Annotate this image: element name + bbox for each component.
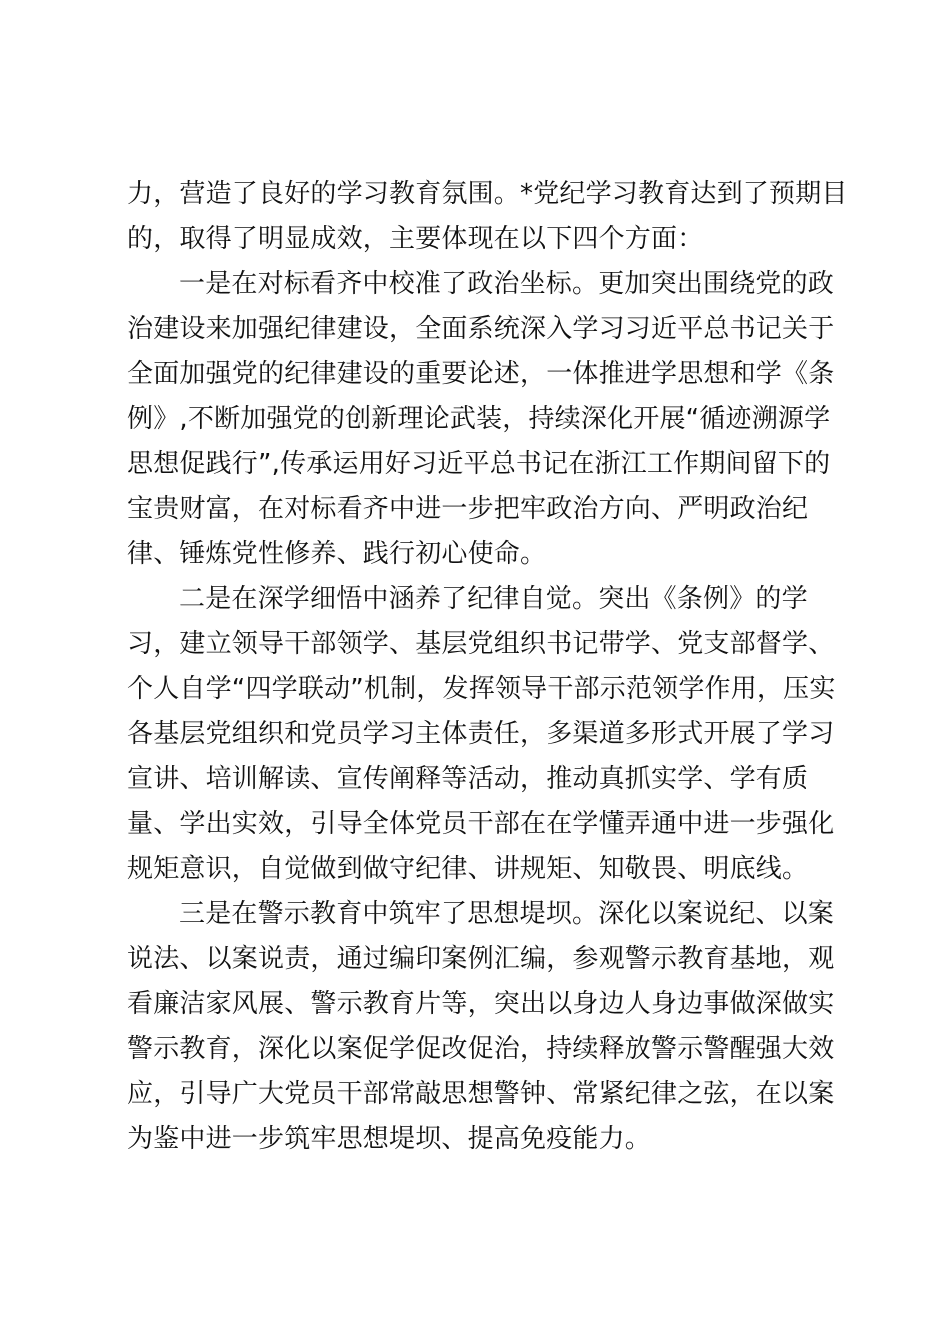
paragraph-point-two <box>127 577 836 892</box>
paragraph-point-three <box>127 892 835 1162</box>
document-body <box>127 172 848 1162</box>
text-line: 力，营造了良好的学习教育氛围。*党纪学习教育达到了预期目 <box>127 179 848 209</box>
text-line: 全面加强党的纪律建设的重要论述，一体推进学思想和学《条 <box>127 359 835 389</box>
text-line: 应，引导广大党员干部常敲思想警钟、常紧纪律之弦，在以案 <box>127 1079 835 1109</box>
text-line: 为鉴中进一步筑牢思想堤坝、提高免疫能力。 <box>127 1124 652 1154</box>
paragraph-point-one <box>127 262 835 577</box>
text-line: 量、学出实效，引导全体党员干部在在学懂弄通中进一步强化 <box>127 809 835 839</box>
text-line: 治建设来加强纪律建设，全面系统深入学习习近平总书记关于 <box>127 314 835 344</box>
text-line: 习，建立领导干部领学、基层党组织书记带学、党支部督学、 <box>127 629 835 659</box>
text-line: 一是在对标看齐中校准了政治坐标。更加突出围绕党的政 <box>179 269 835 299</box>
text-line: 宝贵财富，在对标看齐中进一步把牢政治方向、严明政治纪 <box>127 494 809 524</box>
text-line: 三是在警示教育中筑牢了思想堤坝。深化以案说纪、以案 <box>179 899 835 929</box>
paragraph-intro <box>127 172 848 262</box>
text-line: 警示教育，深化以案促学促改促治，持续释放警示警醒强大效 <box>127 1034 835 1064</box>
text-line: 宣讲、培训解读、宣传阐释等活动，推动真抓实学、学有质 <box>127 764 809 794</box>
text-line: 二是在深学细悟中涵养了纪律自觉。突出《条例》的学 <box>179 584 808 614</box>
text-line: 律、锤炼党性修养、践行初心使命。 <box>127 539 547 569</box>
text-line: 例》,不断加强党的创新理论武装，持续深化开展“循迹溯源学 <box>127 404 831 434</box>
text-line: 各基层党组织和党员学习主体责任，多渠道多形式开展了学习 <box>127 719 835 749</box>
text-line: 说法、以案说责，通过编印案例汇编，参观警示教育基地，观 <box>127 944 835 974</box>
text-line: 规矩意识，自觉做到做守纪律、讲规矩、知敬畏、明底线。 <box>127 854 809 884</box>
text-line: 思想促践行”,传承运用好习近平总书记在浙江工作期间留下的 <box>127 449 831 479</box>
text-line: 个人自学“四学联动”机制，发挥领导干部示范领学作用，压实 <box>127 674 836 704</box>
text-line: 看廉洁家风展、警示教育片等，突出以身边人身边事做深做实 <box>127 989 835 1019</box>
text-line: 的，取得了明显成效，主要体现在以下四个方面： <box>127 224 704 254</box>
